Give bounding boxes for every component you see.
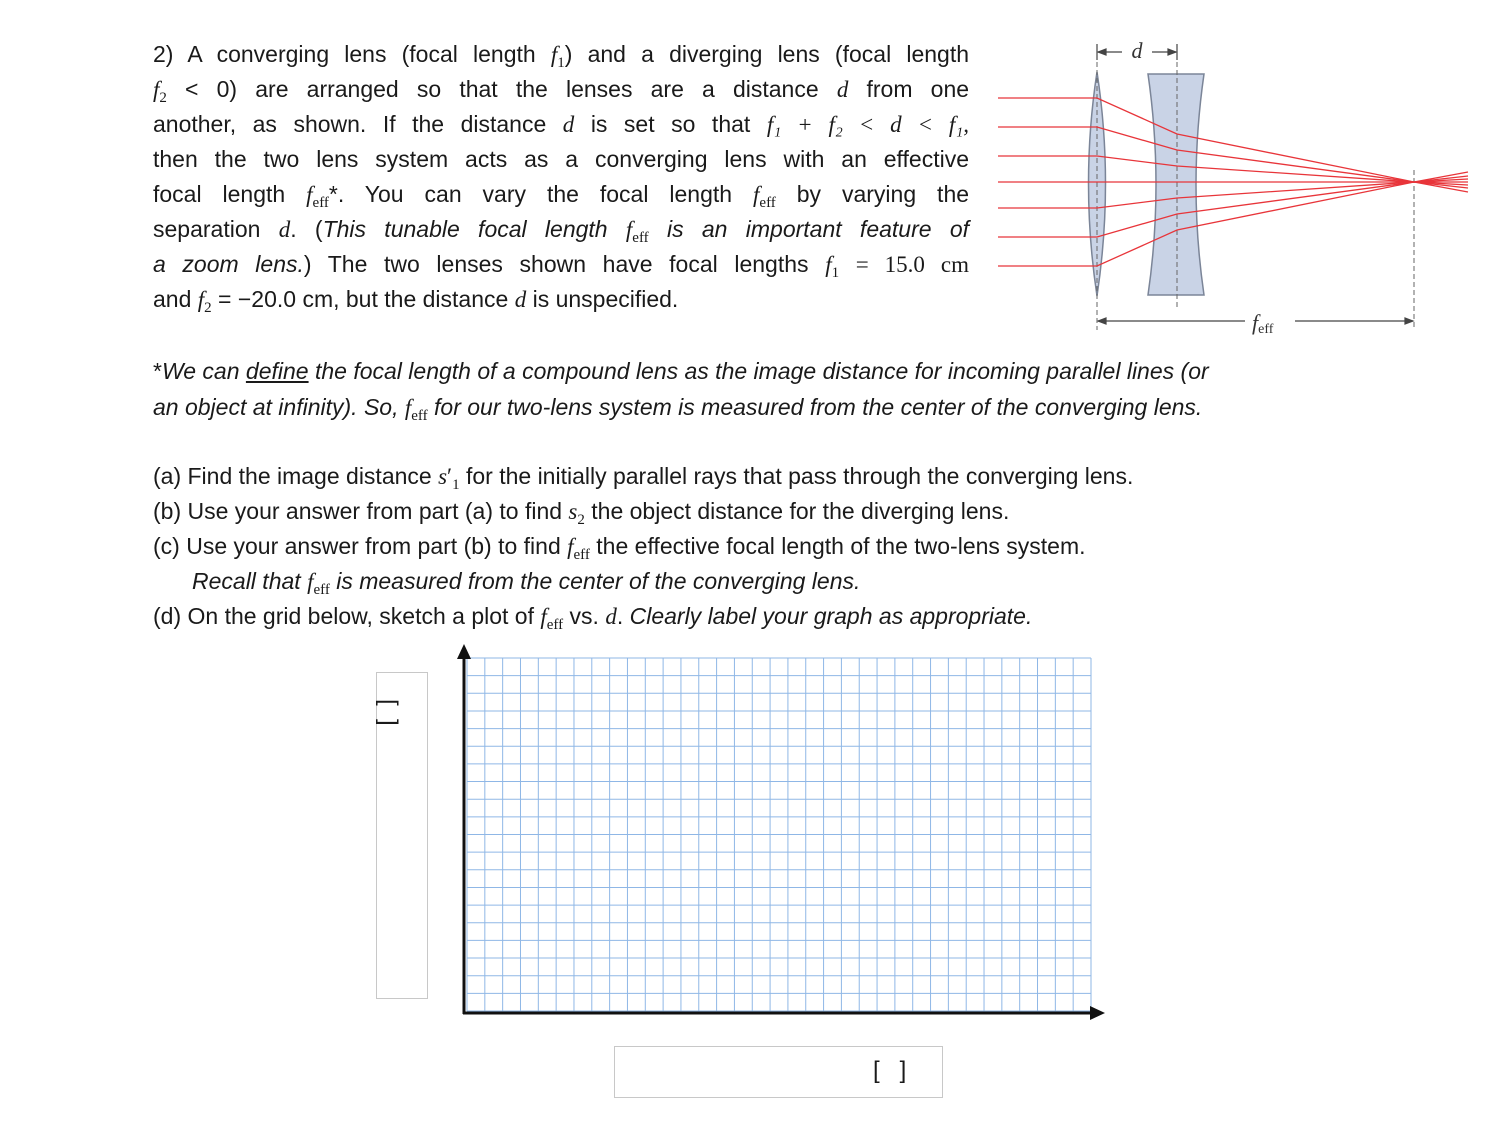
problem-line-6: separation d. (This tunable focal length $f_{eff}$ is an important feature of [153, 216, 970, 246]
part-a: (a) Find the image distance $s'_1$ for the initially parallel rays that pass through the converging lens. [153, 463, 1134, 493]
part-d: (d) On the grid below, sketch a plot of $f_{eff}$ vs. d. Clearly label your graph as appropriate. [153, 603, 1033, 633]
problem-statement [153, 37, 969, 317]
footnote [153, 353, 1383, 426]
problem-line-3: another, as shown. If the distance d is set so that f₁ + f₂ < d < f₁, [153, 111, 970, 137]
part-c: (c) Use your answer from part (b) to find $f_{eff}$ the effective focal length of the two-lens system. [153, 533, 1086, 563]
sketch-grid[interactable] [455, 642, 1115, 1027]
x-axis [463, 1006, 1105, 1020]
problem-line-1: 2) A converging lens (focal length $f_1$) and a diverging lens (focal length [153, 41, 970, 71]
grid-lines [467, 658, 1091, 1011]
d-label: d [1131, 38, 1143, 63]
part-b: (b) Use your answer from part (a) to find $s_2$ the object distance for the diverging lens. [153, 498, 1010, 528]
problem-line-4: then the two lens system acts as a converging lens with an effective [153, 146, 969, 172]
y-axis-units-bracket: [ ] [375, 699, 402, 726]
problem-line-5: focal length $f_{eff}*$. You can vary the focal length $f_{eff}$ by varying the [153, 181, 970, 211]
feff-label: feff [1252, 310, 1274, 337]
question-parts [153, 459, 1353, 634]
x-axis-label-box[interactable] [614, 1046, 943, 1098]
diverging-lens [1148, 74, 1204, 295]
footnote-line-1: *We can define the focal length of a compound lens as the image distance for incoming parallel lines (or [153, 358, 1209, 384]
y-axis-label-box[interactable] [376, 672, 428, 999]
problem-line-7: a zoom lens.) The two lenses shown have focal lengths $f_1 = 15.0$ cm [153, 251, 970, 281]
problem-line-2: $f_2 < 0$) are arranged so that the lenses are a distance d from one [153, 76, 970, 106]
x-axis-units-bracket: [ ] [873, 1057, 907, 1084]
light-rays [998, 98, 1468, 266]
lens-diagram [990, 30, 1480, 340]
problem-line-8: and $f_2 = -20.0$ cm, but the distance d is unspecified. [153, 286, 679, 316]
part-c-note: Recall that $f_{eff}$ is measured from the center of the converging lens. [192, 568, 861, 598]
footnote-line-2: an object at infinity). So, $f_{eff}$ for our two-lens system is measured from the center of the converging lens. [153, 394, 1203, 424]
